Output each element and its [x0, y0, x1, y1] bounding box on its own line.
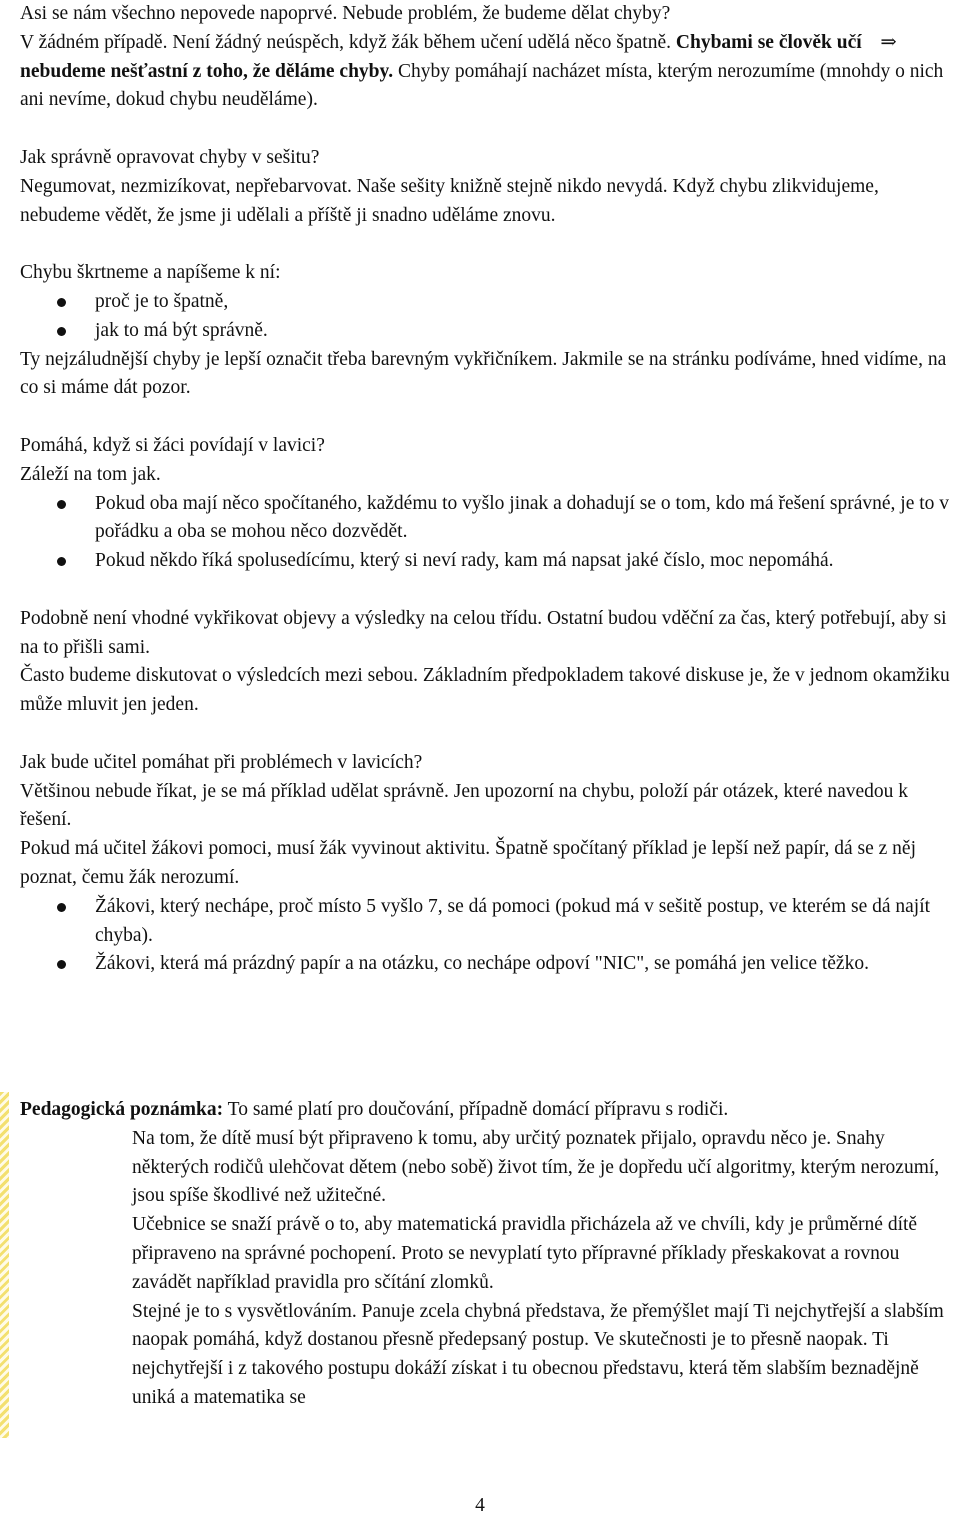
teacher-paragraph-2: Pokud má učitel žákovi pomoci, musí žák vyvinout aktivitu. Špatně spočítaný příklad je lepší než papír, dá se z něj poznat, čemu žák nerozumí. — [20, 838, 917, 888]
document-page — [20, 0, 960, 979]
shouting-paragraph: Podobně není vhodné vykřikovat objevy a výsledky na celou třídu. Ostatní budou vděční za čas, který potřebují, aby si na to přišli sami. — [20, 607, 947, 658]
answer-talking: Záleží na tom jak. — [20, 463, 161, 485]
question-mistakes: Asi se nám všechno nepovede napoprvé. Nebude problém, že budeme dělat chyby? — [20, 3, 671, 24]
margin-highlight-bar — [0, 1092, 9, 1438]
question-fix-errors: Jak správně opravovat chyby v sešitu? — [20, 146, 320, 168]
implies-arrow-icon: ⇒ — [880, 31, 897, 53]
note-body — [20, 1125, 960, 1413]
question-teacher-help: Jak bude učitel pomáhat při problémech v lavicích? — [20, 751, 423, 773]
question-talking: Pomáhá, když si žáci povídají v lavici? — [20, 434, 325, 456]
list-item: Pokud oba mají něco spočítaného, každému to vyšlo jinak a dohadují se o tom, kdo má řešení správné, je to v pořádku a oba se mohou něco dozvědět. — [20, 490, 960, 548]
note-label: Pedagogická poznámka: — [20, 1099, 224, 1120]
list-item: Žákovi, která má prázdný papír a na otázku, co nechápe odpoví "NIC", se pomáhá jen velice těžko. — [20, 950, 960, 979]
answer-mistakes: V žádném případě. Není žádný neúspěch, když žák během učení udělá něco špatně. Chybami se člověk učí ⇒ nebudeme nešťastní z toho, že děláme chyby. Chyby pomáhají nacházet místa, kterým nerozumíme (mnohdy o nich ani nevíme, dokud chybu neuděláme). — [20, 29, 960, 115]
note-paragraph-3: Stejné je to s vysvětlováním. Panuje zcela chybná představa, že přemýšlet mají Ti nejchytřejší a slabším naopak pomáhá, když dostanou přesně předepsaný postup. Ve skutečnosti je to přesně naopak. Ti nejchytřejší i z takového postupu dokáží získat i tu obecnou představu, která těm slabším beznadějně uniká a matematika se — [132, 1300, 944, 1408]
strike-list — [20, 288, 960, 346]
note-paragraph-1: Na tom, že dítě musí být připraveno k tomu, aby určitý poznatek přijalo, opravdu něco je. Snahy některých rodičů ulehčovat dětem (nebo sobě) život tím, že je dopředu učí algoritmy, kterým nerozumí, jsou spíše škodlivé než užitečné. — [132, 1127, 940, 1207]
strike-after: Ty nejzáludnější chyby je lepší označit třeba barevným vykřičníkem. Jakmile se na stránku podíváme, hned vidíme, na co si máme dát pozor. — [20, 348, 947, 399]
bold-not-unhappy: nebudeme nešťastní z toho, že děláme chyby. — [20, 60, 394, 82]
list-item: Žákovi, který nechápe, proč místo 5 vyšlo 7, se dá pomoci (pokud má v sešitě postup, ve kterém se dá najít chyba). — [20, 893, 960, 951]
list-item: proč je to špatně, — [20, 288, 960, 317]
note-paragraph-2: Učebnice se snaží právě o to, aby matematická pravidla přicházela až ve chvíli, kdy je průměrné dítě připraveno na správné pochopení. Proto se nevyplatí tyto přípravné příklady přeskakovat a rovnou zavádět například pravidla pro sčítání zlomků. — [132, 1214, 918, 1293]
teacher-list — [20, 893, 960, 979]
list-item: Pokud někdo říká spolusedícímu, který si neví rady, kam má napsat jaké číslo, moc nepomáhá. — [20, 547, 960, 576]
page-number: 4 — [475, 1495, 485, 1516]
strike-lead: Chybu škrtneme a napíšeme k ní: — [20, 262, 281, 284]
teacher-paragraph-1: Většinou nebude říkat, je se má příklad udělat správně. Jen upozorní na chybu, položí pár otázek, které navedou k řešení. — [20, 780, 909, 831]
answer-fix-errors: Negumovat, nezmizíkovat, nepřebarvovat. Naše sešity knižně stejně nikdo nevydá. Když chybu zlikvidujeme, nebudeme vědět, že jsme ji udělali a příště ji snadno uděláme znovu. — [20, 175, 879, 226]
talk-list — [20, 490, 960, 576]
bold-learn-from-mistakes: Chybami se člověk učí — [675, 31, 862, 53]
list-item: jak to má být správně. — [20, 317, 960, 346]
discussion-paragraph: Často budeme diskutovat o výsledcích mezi sebou. Základním předpokladem takové diskuse je, že v jednom okamžiku může mluvit jen jeden. — [20, 665, 950, 716]
note-first-line: Pedagogická poznámka: To samé platí pro doučování, případně domácí přípravu s rodiči. — [20, 1099, 729, 1120]
pedagogical-note — [20, 1096, 960, 1413]
